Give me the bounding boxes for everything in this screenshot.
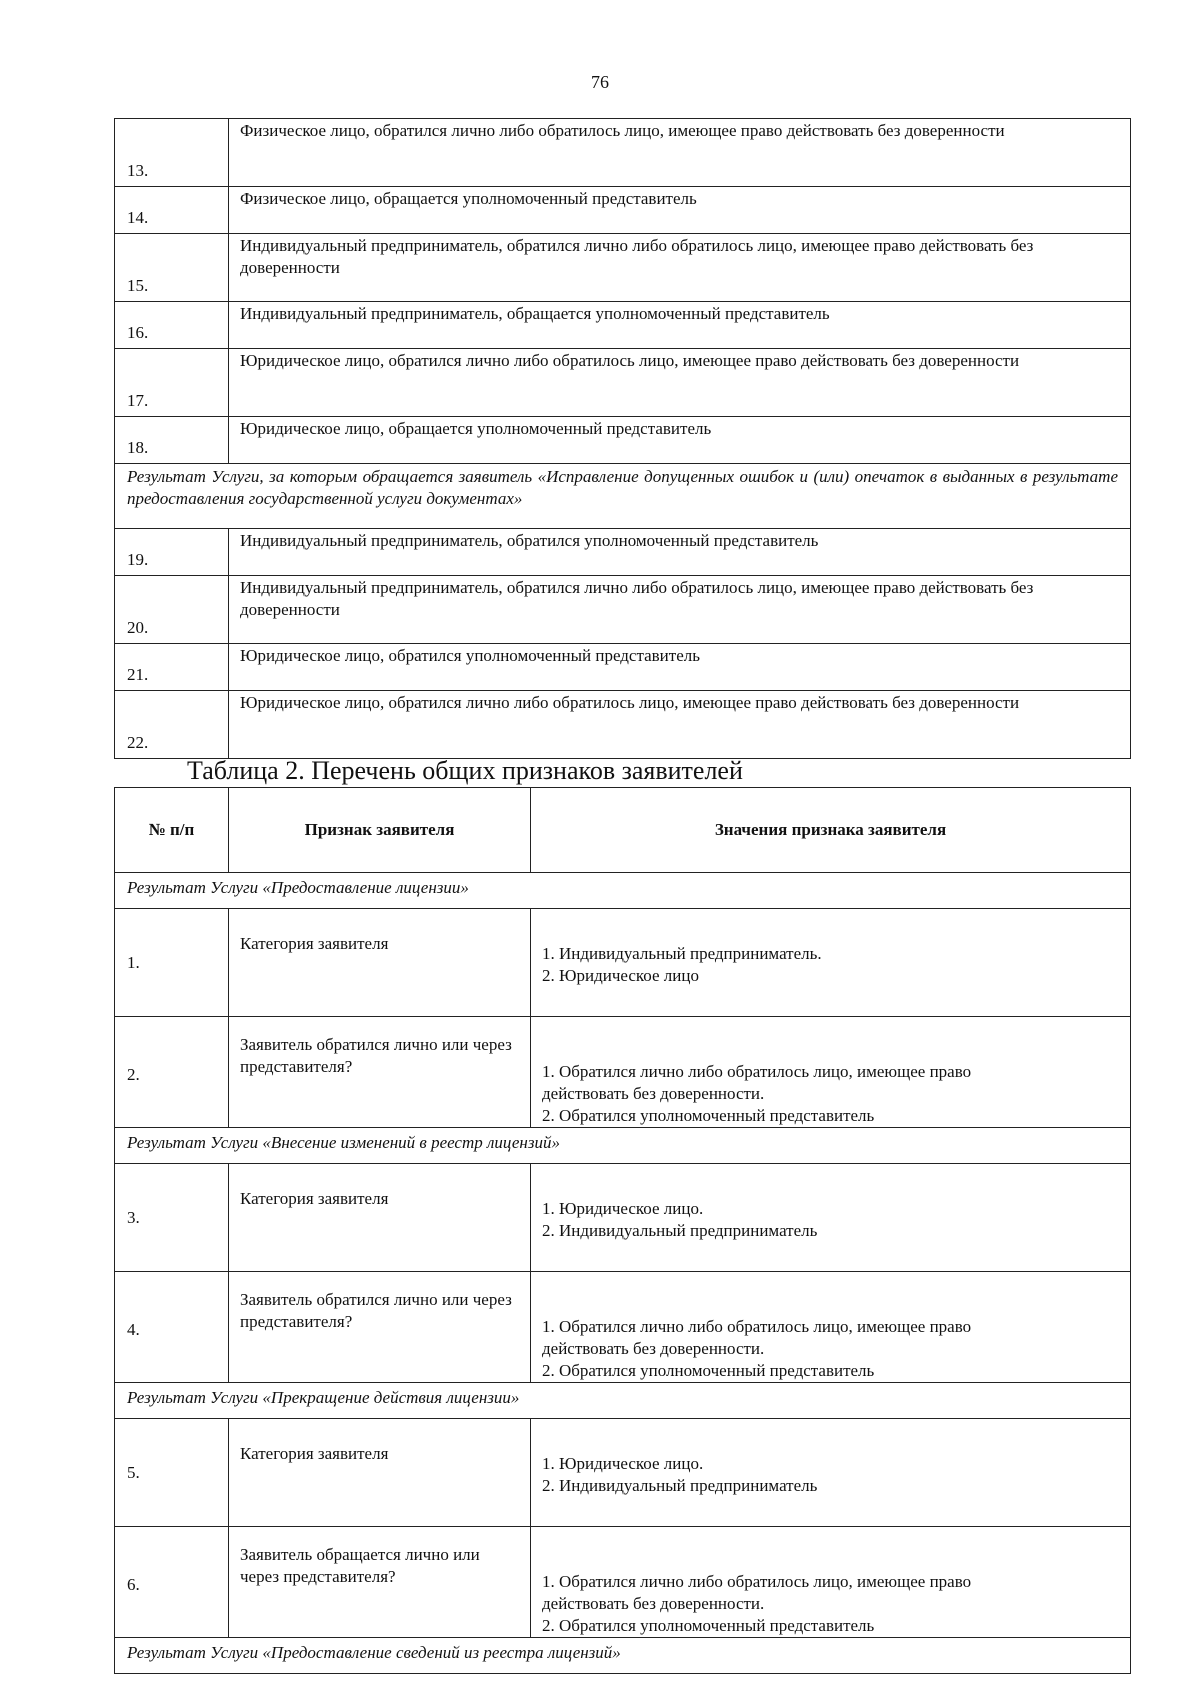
row-description: Индивидуальный предприниматель, обратился лично либо обратилось лицо, имеющее право действовать без доверенности — [229, 234, 1131, 302]
section-row — [115, 1638, 1131, 1674]
table-row — [115, 1527, 1131, 1638]
value-line: 1. Обратился лично либо обратилось лицо, имеющее право — [542, 1062, 972, 1081]
table-row — [115, 119, 1131, 187]
row-number: 18. — [115, 417, 229, 464]
section-row — [115, 873, 1131, 909]
table-row — [115, 302, 1131, 349]
value-line: действовать без доверенности. — [542, 1084, 765, 1103]
row-description: Физическое лицо, обратился лично либо обратилось лицо, имеющее право действовать без доверенности — [229, 119, 1131, 187]
section-heading: Результат Услуги «Внесение изменений в реестр лицензий» — [115, 1128, 1131, 1164]
value-line: 2. Индивидуальный предприниматель — [542, 1220, 818, 1240]
applicant-attributes-table — [114, 787, 1131, 1674]
section-row — [115, 1128, 1131, 1164]
table-row — [115, 187, 1131, 234]
row-number: 14. — [115, 187, 229, 234]
attribute-values — [531, 1164, 1131, 1272]
section-heading: Результат Услуги «Предоставление сведений из реестра лицензий» — [115, 1638, 1131, 1674]
table-row — [115, 1419, 1131, 1527]
table-row — [115, 909, 1131, 1017]
value-line: действовать без доверенности. — [542, 1339, 765, 1358]
attribute-values — [531, 1419, 1131, 1527]
row-description: Индивидуальный предприниматель, обратился лично либо обратилось лицо, имеющее право действовать без доверенности — [229, 576, 1131, 644]
row-number: 17. — [115, 349, 229, 417]
row-number: 13. — [115, 119, 229, 187]
attribute-name: Категория заявителя — [229, 1419, 531, 1527]
table-row — [115, 529, 1131, 576]
attribute-values — [531, 1272, 1131, 1383]
attribute-values — [531, 909, 1131, 1017]
column-header-number: № п/п — [115, 788, 229, 873]
value-line: 2. Юридическое лицо — [542, 965, 699, 985]
value-line: 1. Обратился лично либо обратилось лицо, имеющее право — [542, 1572, 972, 1591]
table-row — [115, 349, 1131, 417]
value-line: 2. Индивидуальный предприниматель — [542, 1475, 818, 1495]
table-row — [115, 691, 1131, 759]
column-header-attribute: Признак заявителя — [229, 788, 531, 873]
attribute-name: Категория заявителя — [229, 909, 531, 1017]
value-line: 1. Обратился лично либо обратилось лицо, имеющее право — [542, 1317, 972, 1336]
row-number: 22. — [115, 691, 229, 759]
page-number: 76 — [591, 72, 609, 92]
row-number: 20. — [115, 576, 229, 644]
value-line: 1. Индивидуальный предприниматель. — [542, 943, 822, 963]
row-description: Индивидуальный предприниматель, обращается уполномоченный представитель — [229, 302, 1131, 349]
row-number: 5. — [115, 1419, 229, 1527]
row-description: Юридическое лицо, обратился уполномоченный представитель — [229, 644, 1131, 691]
attribute-name: Категория заявителя — [229, 1164, 531, 1272]
row-description: Юридическое лицо, обратился лично либо обратилось лицо, имеющее право действовать без доверенности — [229, 691, 1131, 759]
section-heading: Результат Услуги «Предоставление лицензии» — [115, 873, 1131, 909]
row-description: Юридическое лицо, обратился лично либо обратилось лицо, имеющее право действовать без доверенности — [229, 349, 1131, 417]
value-line: 1. Юридическое лицо. — [542, 1453, 704, 1473]
row-number: 3. — [115, 1164, 229, 1272]
table-row — [115, 644, 1131, 691]
column-header-values: Значения признака заявителя — [531, 788, 1131, 873]
row-description: Физическое лицо, обращается уполномоченный представитель — [229, 187, 1131, 234]
value-line: 2. Обратился уполномоченный представитель — [542, 1106, 875, 1125]
table-row — [115, 417, 1131, 464]
table-row — [115, 1272, 1131, 1383]
table-row — [115, 576, 1131, 644]
value-line: 1. Юридическое лицо. — [542, 1198, 704, 1218]
section-heading: Результат Услуги «Прекращение действия лицензии» — [115, 1383, 1131, 1419]
table-row — [115, 1164, 1131, 1272]
value-line: действовать без доверенности. — [542, 1594, 765, 1613]
section-heading: Результат Услуги, за которым обращается заявитель «Исправление допущенных ошибок и (или) опечаток в выданных в результате предоставления государственной услуги документах» — [115, 464, 1131, 529]
table-row — [115, 234, 1131, 302]
applicant-variants-table — [114, 118, 1131, 759]
value-line: 2. Обратился уполномоченный представитель — [542, 1361, 875, 1380]
row-description: Юридическое лицо, обращается уполномоченный представитель — [229, 417, 1131, 464]
table-row — [115, 1017, 1131, 1128]
row-number: 15. — [115, 234, 229, 302]
attribute-values — [531, 1017, 1131, 1128]
attribute-name: Заявитель обратился лично или через представителя? — [229, 1272, 531, 1383]
attribute-values — [531, 1527, 1131, 1638]
attribute-name: Заявитель обращается лично или через представителя? — [229, 1527, 531, 1638]
section-row — [115, 1383, 1131, 1419]
row-number: 4. — [115, 1272, 229, 1383]
row-number: 21. — [115, 644, 229, 691]
attribute-name: Заявитель обратился лично или через представителя? — [229, 1017, 531, 1128]
section-row — [115, 464, 1131, 529]
value-line: 2. Обратился уполномоченный представитель — [542, 1616, 875, 1635]
row-number: 6. — [115, 1527, 229, 1638]
row-number: 19. — [115, 529, 229, 576]
row-number: 16. — [115, 302, 229, 349]
row-description: Индивидуальный предприниматель, обратился уполномоченный представитель — [229, 529, 1131, 576]
row-number: 2. — [115, 1017, 229, 1128]
row-number: 1. — [115, 909, 229, 1017]
table2-title: Таблица 2. Перечень общих признаков заявителей — [187, 756, 743, 785]
table-header-row — [115, 788, 1131, 873]
